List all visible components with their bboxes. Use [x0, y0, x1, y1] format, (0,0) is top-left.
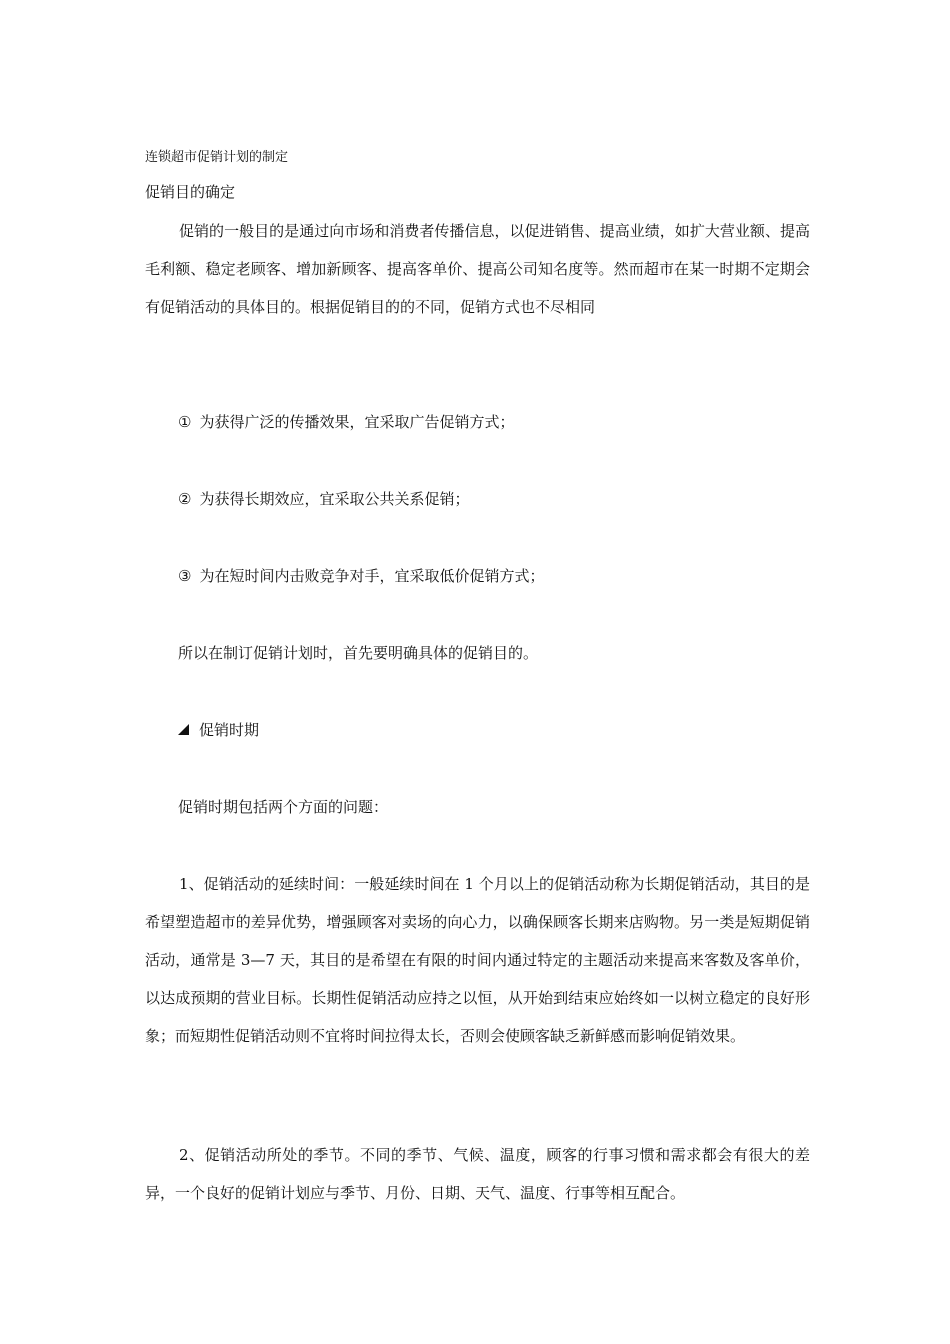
subsection-title: [178, 718, 259, 742]
list-marker: ③: [178, 567, 192, 585]
section-heading: 促销目的确定: [145, 183, 236, 201]
triangle-bullet-icon: [178, 724, 189, 735]
list-marker: ②: [178, 490, 192, 508]
conclusion-paragraph: 所以在制订促销计划时，首先要明确具体的促销目的。: [178, 644, 539, 662]
list-marker: ①: [178, 413, 192, 431]
subsection-title-text: 促销时期: [199, 721, 260, 739]
list-item: [178, 410, 514, 434]
point-2-paragraph: 2、促销活动所处的季节。不同的季节、气候、温度，顾客的行事习惯和需求都会有很大的差异，一个良好的促销计划应与季节、月份、日期、天气、温度、行事等相互配合。: [145, 1146, 810, 1202]
subsection-lead: 促销时期包括两个方面的问题：: [178, 798, 389, 816]
list-item-text: 为获得广泛的传播效果，宜采取广告促销方式；: [199, 413, 515, 431]
list-item-text: 为在短时间内击败竞争对手，宜采取低价促销方式；: [199, 567, 545, 585]
list-item: [178, 487, 469, 511]
list-item-text: 为获得长期效应，宜采取公共关系促销；: [199, 490, 470, 508]
point-1-paragraph: 1、促销活动的延续时间：一般延续时间在 1 个月以上的促销活动称为长期促销活动，其目的是希望塑造超市的差异优势，增强顾客对卖场的向心力，以确保顾客长期来店购物。另一类是短期促销活动，通常是 3—7 天，其目的是希望在有限的时间内通过特定的主题活动来提高来客数及客单价，以达成预期的营业目标。长期性促销活动应持之以恒，从开始到结束应始终如一以树立稳定的良好形象；而短期性促销活动则不宜将时间拉得太长，否则会使顾客缺乏新鲜感而影响促销效果。: [145, 875, 810, 1045]
document-title: 连锁超市促销计划的制定: [145, 150, 289, 165]
intro-paragraph: 促销的一般目的是通过向市场和消费者传播信息，以促进销售、提高业绩，如扩大营业额、提高毛利额、稳定老顾客、增加新顾客、提高客单价、提高公司知名度等。然而超市在某一时期不定期会有促销活动的具体目的。根据促销目的的不同，促销方式也不尽相同: [145, 222, 810, 316]
list-item: [178, 564, 544, 588]
